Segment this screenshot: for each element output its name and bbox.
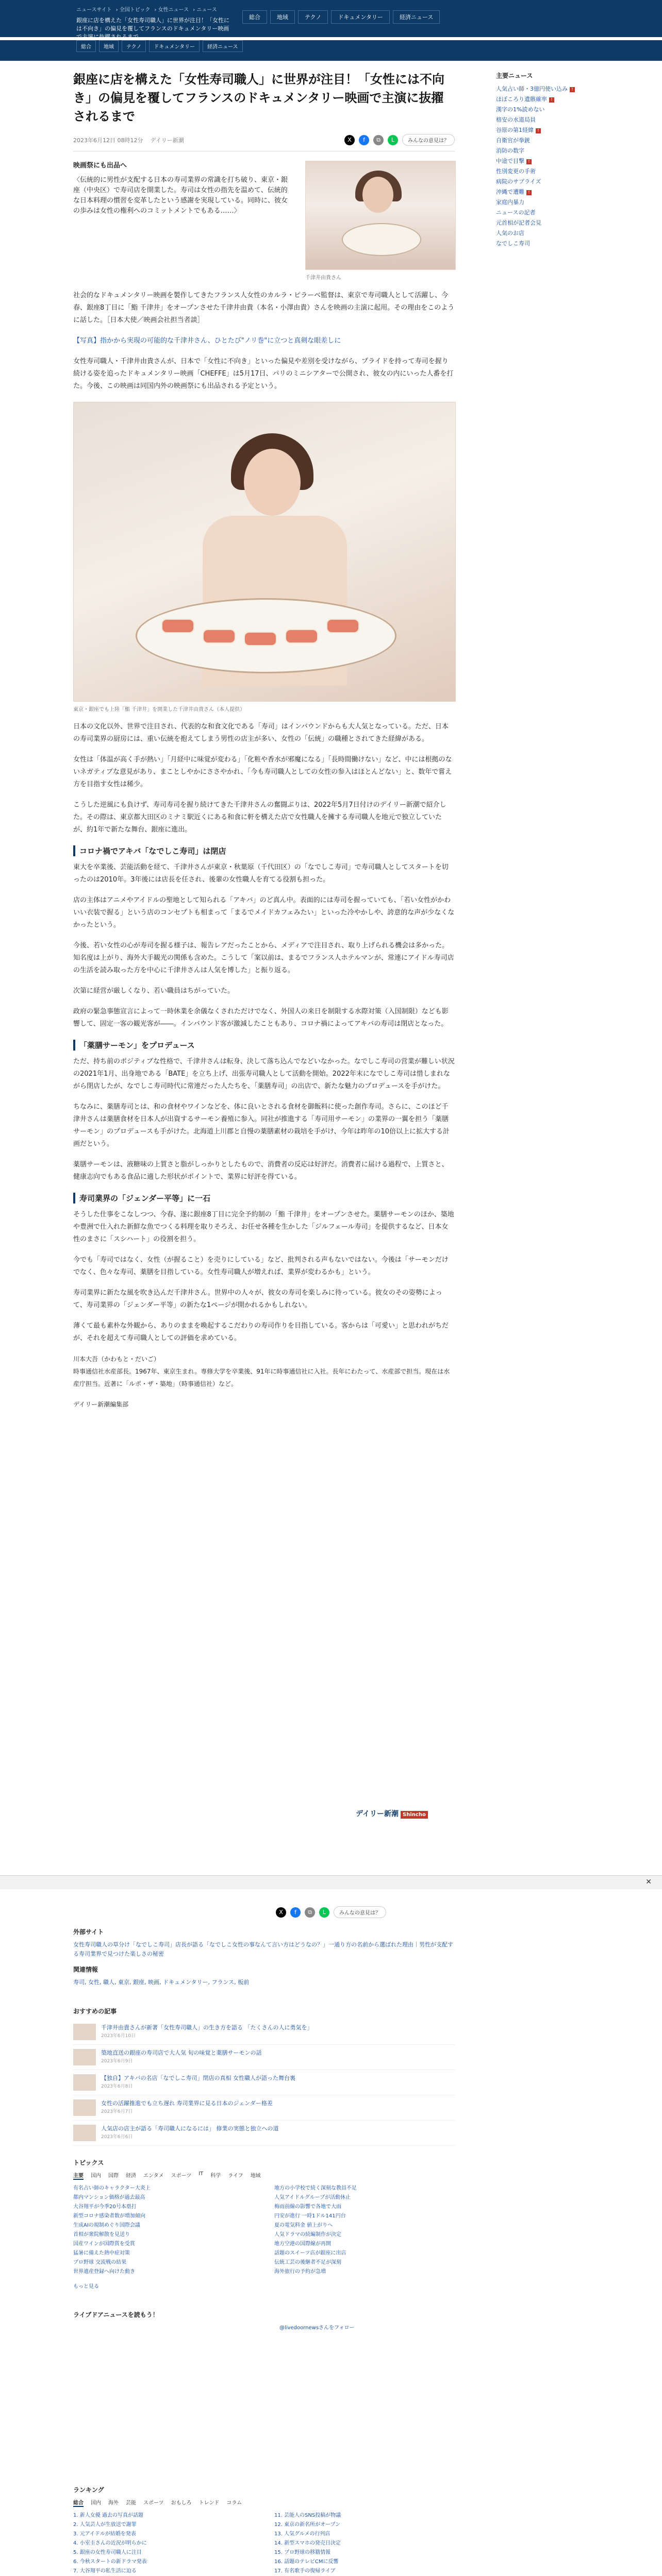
thumbnail <box>73 2074 96 2091</box>
comment-button[interactable]: みんなの意見は？ <box>402 134 455 146</box>
ranking-item[interactable]: 12. 東京の新名所がオープン <box>274 2522 341 2528</box>
line-share-icon[interactable]: L <box>388 135 398 145</box>
lead-image[interactable] <box>305 161 456 270</box>
bottom-share-bar <box>73 1906 589 1918</box>
paragraph: 薬膳サーモンは、液糖味の上質さと脂がしっかりとしたもので、消費者の反応は好評だ。消費者に届ける過程で、上質さと、健康志向でもある食品に適した形状がポイントで、業界に好評を得ている。 <box>73 1161 449 1181</box>
sidebar-list <box>496 84 625 249</box>
sidebar-item[interactable]: 沖縄で遭難 ! <box>496 187 625 197</box>
paragraph: 政府の緊急事態宣言によって一時休業を余儀なくされただけでなく、外国人の来日を制限する水際対策（入国制限）なども影響して、固定一客の観光客が――。インバウンド客が激減したこともあり、コロナ禍によってアキバの寿司は閉店となった。 <box>73 1008 449 1028</box>
section-heading: 寿司業界の「ジェンダー平等」に一石 <box>73 1193 455 1204</box>
ranking-item[interactable]: 2. 人気芸人が生放送で謝罪 <box>73 2522 137 2528</box>
section-heading: コロナ禍でアキバ「なでしこ寿司」は閉店 <box>73 845 455 856</box>
sidebar-item[interactable]: 家庭内暴力 <box>496 199 524 206</box>
ranking-item[interactable]: 16. 話題のテレビCMに反響 <box>274 2559 339 2565</box>
recommend-heading: おすすめの記事 <box>73 2008 117 2015</box>
sidebar-item[interactable]: 自衛官が拳銃 <box>496 137 530 144</box>
nav-item[interactable]: 経済ニュース <box>393 10 440 24</box>
article-photo[interactable] <box>73 402 456 702</box>
article-source[interactable]: デイリー新潮 <box>150 137 184 144</box>
paragraph: 東大を卒業後、芸能活動を経て、千津井さんが東京・秋葉原（千代田区）の「なでしこ寿司」で寿司職人としてスタートを切ったのは2010年。3年後には店長を任され、後輩の女性職人を育てる役割も担った。 <box>73 863 449 884</box>
lead-block <box>73 161 455 290</box>
header-headline: 銀座に店を構えた「女性寿司職人」に世界が注目！「女性には不向き」の偏見を覆してフランスのドキュメンタリー映画で主演に抜擢されるまで <box>76 17 229 40</box>
nav-item[interactable]: 地域 <box>270 10 295 24</box>
overlay-bar <box>0 1875 662 1889</box>
link-copy-icon[interactable]: ⧉ <box>373 135 384 145</box>
tag[interactable]: 経済ニュース <box>203 40 243 52</box>
lead-text <box>73 161 290 216</box>
new-badge-icon: ! <box>536 128 541 133</box>
photo-link[interactable]: 【写真】指かから実現の可能的な千津井さん、ひとたび"ノリ巻"に立つと真剣な眼差しに <box>73 337 341 345</box>
topic-link[interactable]: 有名占い師のキャラクター大炎上 <box>73 2185 151 2191</box>
tag-strip <box>0 40 662 61</box>
topic-link[interactable]: 世界遺産登録へ向けた動き <box>73 2269 135 2275</box>
paragraph: ちなみに、薬膳寿司とは、和の食材やワインなどを、体に良いとされる食材を御飯料に使った創作寿司。さらに、このほど千津井さんは薬膳食材を日本人が出資するサーモン養殖に参入。同社が推進する「寿司用サーモン」の業界の一翼を担う「薬膳サーモン」のプロデュースも手がけた。北海道上川郡と自慢の薬膳素材の栽培を手がけ、今年は昨年の10倍以上に拡大する計画だという。 <box>73 1103 450 1148</box>
sidebar-item[interactable]: ニュースの記者 <box>496 209 536 216</box>
related-links[interactable]: 寿司, 女性, 職人, 東京, 銀座, 映画, ドキュメンタリー, フランス, 板前 <box>73 1979 250 1986</box>
paragraph: 社会的なドキュメンタリー映画を製作してきたフランス人女性のカルラ・ピラーベ監督は、東京で寿司職人として活躍し、今春、銀座8丁目に「鮨 千津井」をオープンさせた千津井由貴（本名・小澤由貴）さんを映画の主演に起用。その理由をこのように話した。［日本大使／映画会社担当者談］ <box>73 292 455 324</box>
sidebar-item[interactable]: 元首相が記者会見 <box>496 219 541 226</box>
close-icon[interactable]: ✕ <box>646 1878 652 1886</box>
sidebar-item[interactable]: 人気占い師・3億円使い込み ! <box>496 84 625 94</box>
topics-tab[interactable]: 科学 <box>210 2173 221 2179</box>
topic-link[interactable]: 人気アイドルグループが活動休止 <box>274 2195 351 2200</box>
live-heading: ライブドアニュースを読もう！ <box>73 2311 159 2318</box>
topics-heading: トピックス <box>73 2159 104 2166</box>
article-meta <box>73 131 455 151</box>
article-photo-caption: 東京・銀座でも上陸「鮨 千津井」を開業した千津井由貴さん（本人提供） <box>73 707 245 713</box>
ranking-item[interactable]: 17. 有名歌手の復帰ライブ <box>274 2568 336 2574</box>
sidebar-item[interactable]: 人気のお店 <box>496 230 524 236</box>
publisher-credit: デイリー新潮編集部 <box>73 1401 129 1408</box>
sidebar-item[interactable]: 消防の数字 <box>496 147 524 154</box>
recommend-item[interactable]: 築地直送の銀座の寿司店で大人気 旬の味覚と薬膳サーモンの話 2023年6月9日 <box>73 2045 455 2070</box>
article-title: 銀座に店を構えた「女性寿司職人」に世界が注目！「女性には不向き」の偏見を覆してフランスのドキュメンタリー映画で主演に抜擢されるまで <box>73 72 444 124</box>
breadcrumb-item[interactable]: 全国トピック <box>119 7 151 13</box>
topic-link[interactable]: プロ野球 交流戦の結果 <box>73 2260 127 2265</box>
article-date: 2023年6月12日 08時12分 <box>73 137 143 144</box>
topic-link[interactable]: 梅雨前線の影響で各地で大雨 <box>274 2204 341 2210</box>
breadcrumb: ニュースサイト › 全国トピック › 女性ニュース › ニュース <box>76 7 217 13</box>
section-heading: 「薬膳サーモン」をプロデュース <box>73 1040 455 1050</box>
new-badge-icon: ! <box>526 159 532 164</box>
recommend-item[interactable]: 女性の活躍推進でも立ち遅れ 寿司業界に見る日本のジェンダー格差 2023年6月7日 <box>73 2095 455 2121</box>
top-nav <box>242 10 443 24</box>
topic-link[interactable]: 大谷翔平が今季20号本塁打 <box>73 2204 137 2210</box>
topics-grid <box>73 2184 455 2277</box>
ranking-item[interactable]: 7. 大谷翔平の私生活に迫る <box>73 2568 137 2574</box>
ranking-heading: ランキング <box>73 2486 104 2494</box>
topics-tabs <box>73 2171 589 2180</box>
ranking-tab[interactable]: トレンド <box>198 2500 220 2506</box>
topic-link[interactable]: 円安が進行 一時1ドル141円台 <box>274 2213 346 2219</box>
sidebar-item[interactable]: 漢字の1%読めない <box>496 106 545 113</box>
publisher-logo: デイリー新潮 Shincho <box>356 1808 428 1819</box>
sidebar-item[interactable]: なでしこ寿司 <box>496 240 530 247</box>
facebook-share-icon[interactable]: f <box>359 135 369 145</box>
thumbnail <box>73 2049 96 2065</box>
topics-tab[interactable]: 経済 <box>126 2173 136 2179</box>
sidebar-item[interactable]: ほぼころり遺骸確率 ! <box>496 94 625 105</box>
author-note: 川本大吾（かわもと・だいご） 時事通信社水産部長。1967年、東京生まれ。専修大学を卒業後、91年に時事通信社に入社。長年にわたって、水産部で担当。現在は水産庁担当。近著に「ルポ・ザ・築地」（時事通信社）など。 <box>73 1355 450 1387</box>
thumbnail <box>73 2099 96 2116</box>
topics-tab[interactable]: IT <box>198 2171 204 2177</box>
ranking-item[interactable]: 4. 小室圭さんの近況が明らかに <box>73 2540 147 2546</box>
sidebar-item[interactable]: 中途で目撃 ! <box>496 156 625 166</box>
related-heading: 関連情報 <box>73 1966 98 1973</box>
publisher-logo-badge: Shincho <box>401 1811 428 1819</box>
topic-link[interactable]: 地方の小学校で続く深刻な教員不足 <box>274 2185 357 2191</box>
thumbnail <box>73 2024 96 2040</box>
ranking-tabs <box>73 2498 589 2507</box>
tag[interactable]: 地域 <box>99 40 119 52</box>
lead-image-caption: 千津井由貴さん <box>305 275 341 281</box>
topics-tab[interactable]: ライフ <box>228 2173 243 2179</box>
topic-link[interactable]: 人気ドラマの続編制作が決定 <box>274 2232 341 2238</box>
ranking-item[interactable]: 15. プロ野球の移籍情報 <box>274 2550 331 2555</box>
breadcrumb-item[interactable]: ニュース <box>196 7 217 13</box>
lead-paragraph: 〈伝統的に男性が支配する日本の寿司業界の常識を打ち破り、東京・銀座（中央区）で寿司店を開業した。寿司は女性の指先を温めて、伝統的な日本料理の慣習を変革したという感謝を実現している。同時に、彼女の歩みは女性の権利へのコミットメントでもある……〉 <box>73 176 288 215</box>
ranking-item[interactable]: 1. 新人女優 過去の写真が話題 <box>73 2513 143 2518</box>
paragraph: 日本の文化以外、世界で注目され、代表的な和食文化である「寿司」はインバウンドからも大人気となっている。ただ、日本の寿司業界の厨房には、重い伝統を抱えてしまう男性の店主が多い、女性の「伝統」の職種とされてきた経緯がある。 <box>73 723 449 743</box>
sidebar-item[interactable]: 病院のサプライズ <box>496 178 541 185</box>
topics-tab[interactable]: 地域 <box>250 2173 261 2179</box>
ranking-tab[interactable]: 芸能 <box>126 2500 136 2506</box>
topics-tab[interactable]: 主要 <box>73 2171 84 2180</box>
paragraph: 店の主体はアニメやアイドルの聖地として知られる「アキバ」のど真ん中。表面的には寿司を握っていても、「若い女性がかわいい衣装で握る」という店のコンセプトも相まって「まるでメイドカフェみたい」といった冷やかしや、誇意的な声が少なくなかったという。 <box>73 896 455 929</box>
intro-heading: 映画祭にも出品へ <box>73 162 127 170</box>
top-header <box>0 0 662 40</box>
topic-link[interactable]: 新型コロナ感染者数が増加傾向 <box>73 2213 145 2219</box>
sidebar-heading: 主要ニュース <box>496 72 533 79</box>
tag[interactable]: 総合 <box>76 40 96 52</box>
paragraph: 次第に経営が厳しくなり、若い職員はちがっていた。 <box>73 987 235 995</box>
x-share-icon[interactable]: X <box>276 1907 286 1918</box>
more-link[interactable]: もっと見る <box>73 2284 99 2290</box>
tag[interactable]: テクノ <box>122 40 146 52</box>
x-share-icon[interactable]: X <box>344 135 355 145</box>
ranking-item[interactable]: 14. 新型スマホの発売日決定 <box>274 2540 341 2546</box>
topics-tab[interactable]: 国際 <box>108 2173 119 2179</box>
facebook-share-icon[interactable]: f <box>290 1907 301 1918</box>
paragraph: そうした仕事をこなしつつ、今春、遂に銀座8丁目に完全予約制の「鮨 千津井」をオープンさせた。薬膳サーモンのほか、築地や豊洲で仕入れた新鮮な魚でつくる料理を取りそろえ、お任せ各種を生かした「ジルフェール寿司」を提供するなど、日本女性のまさに「スシハート」の役割を担う。 <box>73 1211 454 1243</box>
paragraph: 薄くて最も素朴な外観から、ありのままを喚起するこだわりの寿司作りを目指している。客からは「可愛い」と思われがちだが、それを超えて寿司職人としての評価を求めている。 <box>73 1322 449 1342</box>
paragraph: 女性は「体温が高く手が熱い」「月経中に味覚が変わる」「化粧や香水が邪魔になる」「長時間働けない」など、中には根拠のないネガティブな意見があり、まことしやかにささやかれ、「今も寿司職人としての女性の参入はほとんどない」と、数年で嘗え方を目指す女性は稀少。 <box>73 756 452 788</box>
topic-link[interactable]: 国産ワインが国際賞を受賞 <box>73 2241 135 2247</box>
topic-link[interactable]: 都内マンション価格が過去最高 <box>73 2195 145 2200</box>
topic-link[interactable]: 夏の電気料金 値上がりへ <box>274 2223 333 2228</box>
ranking-tab[interactable]: 海外 <box>108 2500 119 2506</box>
recommend-item[interactable]: 人気店の店主が語る「寿司職人になるには」 修業の実態と独立への道 2023年6月6日 <box>73 2121 455 2146</box>
breadcrumb-item[interactable]: 女性ニュース <box>158 7 189 13</box>
new-badge-icon: ! <box>549 97 554 103</box>
ranking-tab[interactable]: 国内 <box>91 2500 101 2506</box>
topic-link[interactable]: 猛暑に備えた熱中症対策 <box>73 2250 130 2256</box>
thumbnail <box>73 2125 96 2141</box>
share-bar <box>344 134 455 146</box>
topic-link[interactable]: 首相が衆院解散を見送り <box>73 2232 130 2238</box>
recommend-item[interactable]: 千津井由貴さんが新著「女性寿司職人」の生き方を語る 「たくさんの人に勇気を」 2023年6月10日 <box>73 2020 455 2045</box>
ranking-tab[interactable]: スポーツ <box>143 2500 164 2506</box>
article-main <box>73 61 455 1419</box>
sidebar <box>496 61 625 249</box>
below-article <box>73 1906 589 2576</box>
comment-button[interactable]: みんなの意見は？ <box>334 1906 386 1918</box>
topic-link[interactable]: 海外旅行の予約が急増 <box>274 2269 326 2275</box>
paragraph: 今後、若い女性の心が寿司を握る様子は、報告レアだったことから、メディアで注目され、取り上げられる機会は多かった。知名度は上がり、海外大手観光の関係も含めた。こうして「案以前は、まるでフランス人ホテルマンが、常連にアイドル寿司店の生活を読み取った方を中心に千津井さんは人気を博した」と振り返る。 <box>73 942 454 974</box>
ranking-tab[interactable]: コラム <box>226 2500 242 2506</box>
ranking-tab[interactable]: 総合 <box>73 2498 84 2507</box>
ranking-item[interactable]: 6. 今秋スタートの新ドラマ発表 <box>73 2559 147 2565</box>
topic-link[interactable]: 話題のスイーツ店が銀座に出店 <box>274 2250 346 2256</box>
paragraph: 女性寿司職人・千津井由貴さんが、日本で「女性に不向き」といった偏見や差別を受けながら、プライドを持って寿司を握り続ける姿を追ったドキュメンタリー映画「CHEFFE」は5月17日、パリのミニシアターで公開され、彼女の内にいった人番を打た。今後、この映画は同国内外の映画祭にも出品される予定という。 <box>73 358 454 390</box>
topic-link[interactable]: 生成AIの規制めぐり国際会議 <box>73 2223 140 2228</box>
topic-link[interactable]: 地方空港の国際線が再開 <box>274 2241 331 2247</box>
ranking-item[interactable]: 13. 人気グルメの行列店 <box>274 2531 330 2537</box>
new-badge-icon: ! <box>570 87 575 92</box>
topics-tab[interactable]: エンタメ <box>143 2173 164 2179</box>
tag[interactable]: ドキュメンタリー <box>149 40 200 52</box>
new-badge-icon: ! <box>526 190 532 195</box>
ranking-item[interactable]: 5. 銀座の女性寿司職人に注目 <box>73 2550 142 2555</box>
topics-tab[interactable]: スポーツ <box>171 2173 192 2179</box>
paragraph: ただ、持ち前のポジティブな性格で、千津井さんは転身、決して落ち込んでなどいなかった。なでしこ寿司の営業が難しい状況の2021年1月、出身地である「BATE」を立ち上げ、出張寿司職人として活動を開始。2022年末になでしこ寿司は惜しまれながら閉店したが、なでしこ寿司時代に常連だった人たちを、「薬膳寿司」の出店で、新たな魅力のプロデュースを手がけた。 <box>73 1058 455 1090</box>
paragraph: 今でも「寿司ではなく、女性（が握ること）を売りにしている」など、批判される声もないではない。今後は「サーモンだけでなく、色々な寿司、薬膳を目指している。女性寿司職人が増えれば、業界が変わるかも」という。 <box>73 1256 449 1276</box>
external-links[interactable]: 女性寿司職人の草分け「なでしこ寿司」店長が語る「なでしこ女性の事なんて言い方はどうなの？」一通り方の名前から選ばれた理由｜男性が支配する寿司業界で見つけた楽しさの秘密 <box>73 1941 453 1957</box>
ranking-item[interactable]: 11. 芸能人のSNS投稿が物議 <box>274 2513 341 2518</box>
ranking-item[interactable]: 3. 元アイドルが結婚を発表 <box>73 2531 136 2537</box>
follow-link[interactable]: @livedoornewsさんをフォロー <box>279 2325 355 2331</box>
nav-item[interactable]: ドキュメンタリー <box>331 10 390 24</box>
recommend-list <box>73 2020 455 2146</box>
paragraph: 寿司業界に新たな風を吹き込んだ千津井さん。世界中の人々が、彼女の寿司を楽しみに待っている。彼女のその姿勢によって、寿司業界の「ジェンダー平等」の新たな1ページが開かれるかもしれない。 <box>73 1289 442 1309</box>
external-heading: 外部サイト <box>73 1928 104 1936</box>
sidebar-item[interactable]: 谷原の第1経緯 ! <box>496 125 625 135</box>
recommend-item[interactable]: 【独自】アキバの名店「なでしこ寿司」閉店の真相 女性職人が語った舞台裏 2023年6月8日 <box>73 2070 455 2095</box>
nav-item[interactable]: テクノ <box>298 10 328 24</box>
nav-item[interactable]: 総合 <box>242 10 267 24</box>
sidebar-item[interactable]: 性別変更の手術 <box>496 168 536 175</box>
paragraph: こうした逆風にも負けず、寿司寿司を握り続けてきた千津井さんの奮闘ぶりは、2022年5月7日付けのデイリー新潮で紹介した。その際は、東京都大田区のミナミ駅近くにある和食に軒を構えた店で女性職人を擁する寿司職人を地元で独立していたが、約1年で新たな舞台、銀座に進出。 <box>73 801 446 834</box>
line-share-icon[interactable]: L <box>319 1907 329 1918</box>
ranking-tab[interactable]: おもしろ <box>171 2500 192 2506</box>
topics-tab[interactable]: 国内 <box>91 2173 101 2179</box>
topic-link[interactable]: 伝統工芸の後継者不足が深刻 <box>274 2260 341 2265</box>
breadcrumb-item[interactable]: ニュースサイト <box>76 7 112 13</box>
sidebar-item[interactable]: 格安の水道局員 <box>496 116 536 123</box>
ranking-grid <box>73 2511 455 2576</box>
link-copy-icon[interactable]: ⧉ <box>305 1907 315 1918</box>
